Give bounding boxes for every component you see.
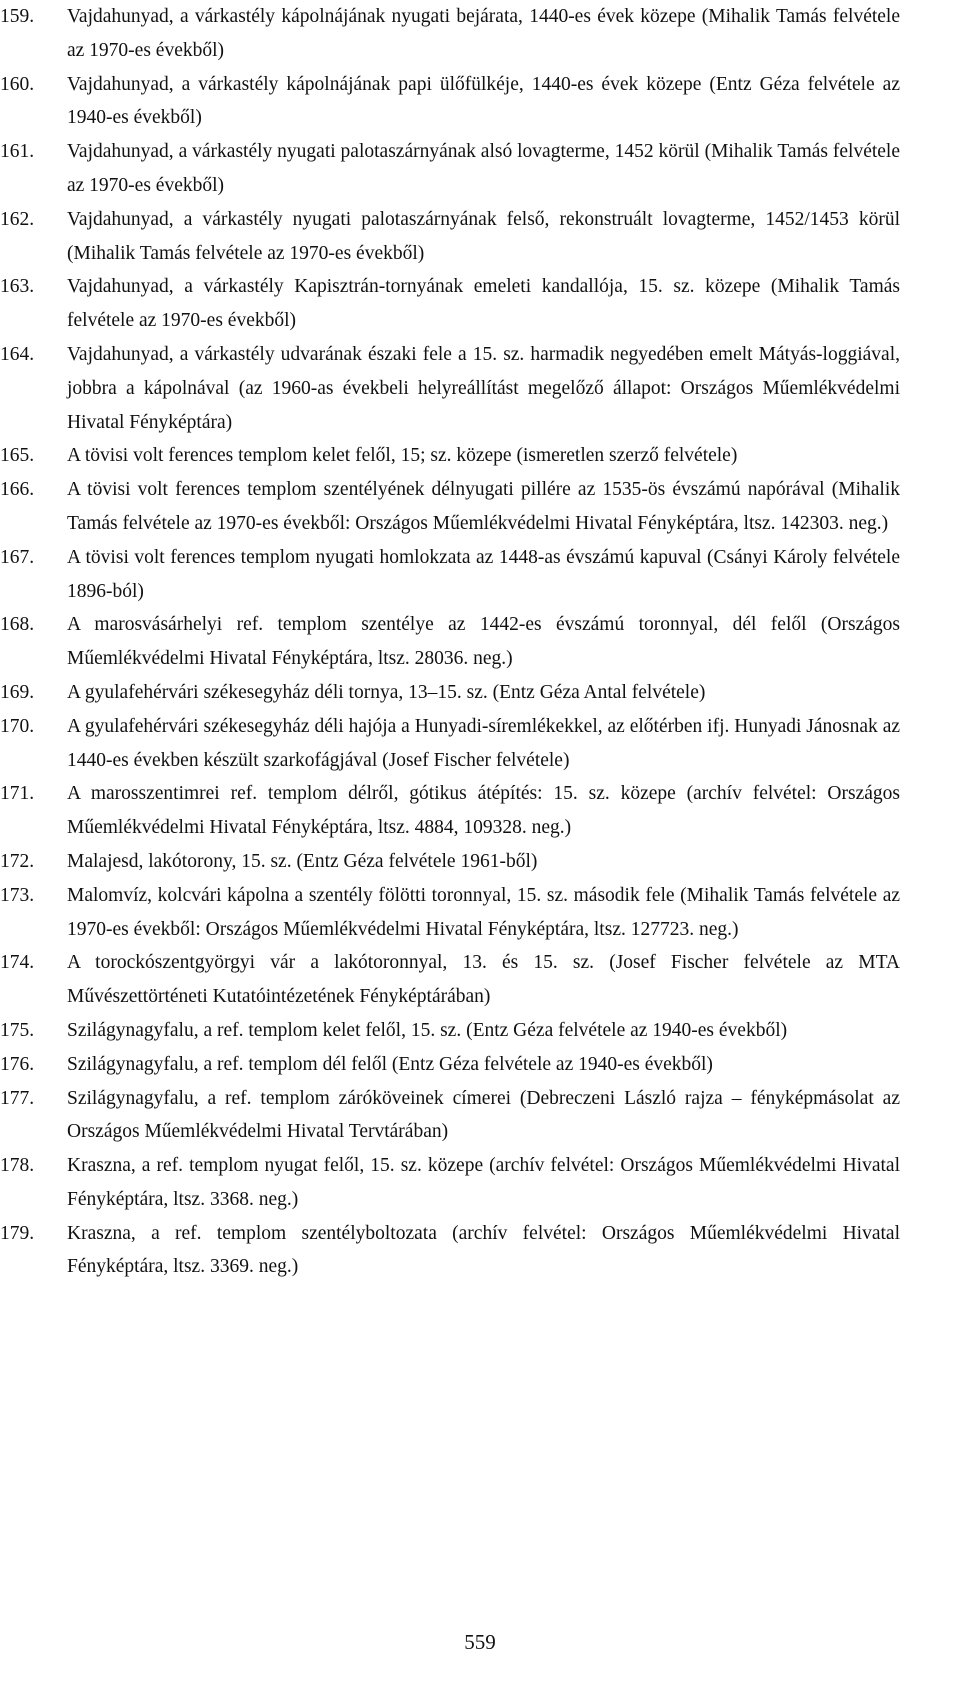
caption-number: 163. xyxy=(0,276,35,298)
caption-text: A marosvásárhelyi ref. templom szentélye az 1442-es évszámú toronnyal, dél felől (Országos Műemlékvédelmi Hivatal Fényképtára, ltsz. 28036. neg.) xyxy=(67,614,900,670)
caption-entry xyxy=(0,1014,900,1048)
caption-entry xyxy=(0,946,900,1014)
caption-text: Szilágynagyfalu, a ref. templom dél felől (Entz Géza felvétele az 1940-es évekből) xyxy=(67,1053,713,1075)
caption-text: A marosszentimrei ref. templom délről, gótikus átépítés: 15. sz. közepe (archív felvétel: Országos Műemlékvédelmi Hivatal Fényképtára, ltsz. 4884, 109328. neg.) xyxy=(67,783,900,839)
caption-text: Vajdahunyad, a várkastély udvarának északi fele a 15. sz. harmadik negyedében emelt Mátyás-loggiával, jobbra a kápolnával (az 1960-as évekbeli helyreállítást megelőző állapot: Országos Műemlékvédelmi Hivatal Fényképtára) xyxy=(67,343,900,433)
caption-number: 162. xyxy=(0,208,35,230)
caption-entry xyxy=(0,1082,900,1150)
page-number: 559 xyxy=(464,1630,496,1654)
caption-entry xyxy=(0,68,900,136)
caption-text: A gyulafehérvári székesegyház déli hajója a Hunyadi-síremlékekkel, az előtérben ifj. Hunyadi Jánosnak az 1440-es években készült szarkofágjával (Josef Fischer felvétele) xyxy=(67,715,900,771)
caption-text: Malajesd, lakótorony, 15. sz. (Entz Géza felvétele 1961-ből) xyxy=(67,850,538,872)
caption-number: 167. xyxy=(0,546,35,568)
caption-text: Szilágynagyfalu, a ref. templom kelet felől, 15. sz. (Entz Géza felvétele az 1940-es évekből) xyxy=(67,1019,788,1041)
caption-text: A tövisi volt ferences templom kelet felől, 15; sz. közepe (ismeretlen szerző felvétele) xyxy=(67,445,738,467)
caption-entry xyxy=(0,777,900,845)
caption-number: 171. xyxy=(0,783,35,805)
caption-number: 168. xyxy=(0,614,35,636)
caption-entry xyxy=(0,710,900,778)
caption-number: 170. xyxy=(0,715,35,737)
caption-text: Vajdahunyad, a várkastély kápolnájának papi ülőfülkéje, 1440-es évek közepe (Entz Géza felvétele az 1940-es évekből) xyxy=(67,73,900,129)
caption-number: 174. xyxy=(0,952,35,974)
caption-entry xyxy=(0,338,900,439)
caption-number: 177. xyxy=(0,1087,35,1109)
caption-entry xyxy=(0,1217,900,1285)
caption-number: 161. xyxy=(0,141,35,163)
caption-text: A tövisi volt ferences templom szentélyének délnyugati pillére az 1535-ös évszámú napórával (Mihalik Tamás felvétele az 1970-es évekből: Országos Műemlékvédelmi Hivatal Fényképtára, ltsz. 142303. neg.) xyxy=(67,479,900,534)
caption-entry xyxy=(0,439,900,473)
caption-entry xyxy=(0,1048,900,1082)
caption-entry xyxy=(0,135,900,203)
caption-text: Vajdahunyad, a várkastély nyugati palotaszárnyának felső, rekonstruált lovagterme, 1452/1453 körül (Mihalik Tamás felvétele az 1970-es évekből) xyxy=(67,208,900,264)
caption-entry xyxy=(0,845,900,879)
caption-number: 165. xyxy=(0,445,35,467)
caption-entry xyxy=(0,541,900,609)
caption-text: Szilágynagyfalu, a ref. templom záróköveinek címerei (Debreczeni László rajza – fényképmásolat az Országos Műemlékvédelmi Hivatal Tervtárában) xyxy=(67,1087,900,1143)
caption-number: 164. xyxy=(0,343,35,365)
caption-entry xyxy=(0,0,900,68)
caption-entry xyxy=(0,1149,900,1217)
caption-number: 160. xyxy=(0,73,35,95)
caption-number: 173. xyxy=(0,884,35,906)
caption-number: 169. xyxy=(0,681,35,703)
caption-text: Kraszna, a ref. templom szentélyboltozata (archív felvétel: Országos Műemlékvédelmi Hivatal Fényképtára, ltsz. 3369. neg.) xyxy=(67,1222,900,1278)
caption-number: 172. xyxy=(0,850,35,872)
caption-text: Vajdahunyad, a várkastély kápolnájának nyugati bejárata, 1440-es évek közepe (Mihalik Tamás felvétele az 1970-es évekből) xyxy=(67,6,900,61)
caption-text: A gyulafehérvári székesegyház déli tornya, 13–15. sz. (Entz Géza Antal felvétele) xyxy=(67,681,706,703)
caption-entry xyxy=(0,473,900,541)
caption-entry xyxy=(0,676,900,710)
caption-number: 179. xyxy=(0,1222,35,1244)
caption-text: A torockószentgyörgyi vár a lakótoronnyal, 13. és 15. sz. (Josef Fischer felvétele az MTA Művészettörténeti Kutatóintézetének Fényképtárában) xyxy=(67,952,900,1008)
caption-text: Vajdahunyad, a várkastély nyugati palotaszárnyának alsó lovagterme, 1452 körül (Mihalik Tamás felvétele az 1970-es évekből) xyxy=(67,141,900,196)
caption-number: 175. xyxy=(0,1019,35,1041)
caption-entry xyxy=(0,270,900,338)
caption-text: A tövisi volt ferences templom nyugati homlokzata az 1448-as évszámú kapuval (Csányi Károly felvétele 1896-ból) xyxy=(67,546,900,602)
caption-entry xyxy=(0,608,900,676)
caption-number: 176. xyxy=(0,1053,35,1075)
caption-number: 159. xyxy=(0,6,35,27)
caption-entry xyxy=(0,879,900,947)
caption-text: Vajdahunyad, a várkastély Kapisztrán-tornyának emeleti kandallója, 15. sz. közepe (Mihalik Tamás felvétele az 1970-es évekből) xyxy=(67,276,900,332)
caption-number: 178. xyxy=(0,1155,35,1177)
caption-entry xyxy=(0,203,900,271)
caption-text: Kraszna, a ref. templom nyugat felől, 15. sz. közepe (archív felvétel: Országos Műemlékvédelmi Hivatal Fényképtára, ltsz. 3368. neg.) xyxy=(67,1155,900,1210)
caption-text: Malomvíz, kolcvári kápolna a szentély fölötti toronnyal, 15. sz. második fele (Mihalik Tamás felvétele az 1970-es évekből: Országos Műemlékvédelmi Hivatal Fényképtára, ltsz. 127723. neg.) xyxy=(67,884,900,940)
caption-number: 166. xyxy=(0,479,35,501)
